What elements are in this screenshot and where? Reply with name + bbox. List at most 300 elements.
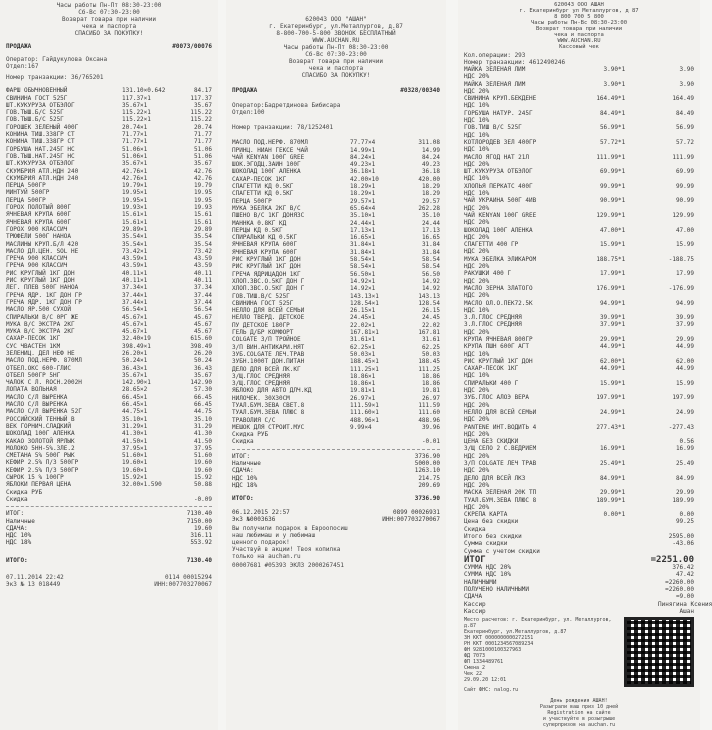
line-item-qty [618, 102, 658, 109]
line-item-qty: *1 [618, 299, 626, 307]
line-item-sum: 25.49 [675, 460, 694, 468]
line-item-price: 99.99 [599, 182, 618, 190]
line-item [6, 459, 212, 466]
line-item-qty: 45.67×1 [122, 328, 148, 336]
receipt-right-footer: День рождения АШАН! Разыграли ваш приз 10 дней Registration на сайте и участвуйте в розыгрыше суперпризов на auchan.ru [539, 698, 619, 729]
line-item-price [584, 234, 618, 241]
line-item-qty [618, 431, 658, 438]
line-item-name: НДС 20% [464, 481, 490, 489]
line-item-qty: 142.90×1 [122, 379, 151, 387]
line-item-sum: 29.89 [193, 225, 212, 233]
line-item-qty: 131.10×0.642 [122, 87, 166, 95]
line-item-qty: 62.25×1 [350, 343, 376, 351]
line-item-name: НЕЛЛО ДЛЯ ВСЕЙ СЕМЬИ [232, 307, 305, 315]
line-item-price: 15.99 [599, 241, 618, 249]
line-item-qty: *1 [618, 109, 626, 117]
line-item [464, 489, 694, 496]
line-item-qty: *1 [618, 511, 626, 519]
line-item-name: СМЕТАНА 5% 500Г РЫК [6, 452, 75, 460]
line-item [464, 608, 694, 615]
line-item-qty: *1 [618, 335, 626, 343]
qr-code [624, 617, 694, 687]
line-item [6, 496, 212, 503]
line-item-name: МИНТУЙ 500ГР [6, 189, 50, 197]
line-item [6, 277, 212, 284]
line-item-name: ШОКОЛАД 100Г АЛЕНКА [6, 430, 75, 438]
receipt-left-header: Часы работы Пн-Пт 08:30-23:00 Сб-Вс 07:30-23:00 Возврат товара при наличии чека и паспорта СПАСИБО ЗА ПОКУПКУ! [56, 2, 162, 37]
line-item-qty: 43.59×1 [122, 262, 148, 270]
line-item-price: 0.00 [603, 511, 618, 519]
line-item-name: НДС 20% [464, 73, 490, 81]
line-item-name: МАСЛО С/Л ВЫРЕНКА [6, 393, 68, 401]
line-item-qty [618, 416, 658, 423]
line-item-name: НДС 20% [464, 467, 490, 475]
line-item-sum [658, 292, 694, 299]
receipt-middle-items [232, 139, 440, 445]
line-item-sum: Ашан [679, 607, 694, 615]
line-item-qty [618, 263, 658, 270]
line-item-qty: *1 [618, 408, 626, 416]
line-item-sum: 311.08 [418, 139, 440, 147]
line-item [6, 168, 212, 175]
line-item-name: ШТ.КУКУРУЗА ОТБЭЛОГ [6, 160, 75, 168]
line-item-price: 164.49 [596, 95, 618, 103]
line-item-name: МАСЛО С/Л ВЫРЕНКА 52Г [6, 408, 82, 416]
line-item-name: НДС 20% [464, 233, 490, 241]
line-item-sum: 17.99 [675, 270, 694, 278]
line-item [464, 132, 694, 139]
line-item-name: ЗУБ.COLGATE ЛЕЧ.ТРАВ [232, 350, 305, 358]
line-item-sum: 62.25 [421, 343, 440, 351]
line-item-sum: 488.96 [418, 416, 440, 424]
line-item-sum: 35.67 [193, 371, 212, 379]
line-item [232, 300, 440, 307]
line-item-sum: 3.90 [679, 80, 694, 88]
line-item-sum: 31.84 [421, 248, 440, 256]
line-item-sum: 66.45 [193, 401, 212, 409]
line-item-qty [618, 533, 658, 540]
line-item-sum [658, 329, 694, 336]
line-item [6, 335, 212, 342]
line-item-qty: 66.45×1 [122, 393, 148, 401]
line-item [232, 307, 440, 314]
receipt-right-site: Сайт ФНС: nalog.ru [464, 687, 519, 694]
line-item-sum: 35.54 [193, 233, 212, 241]
line-item-sum: 128.54 [418, 299, 440, 307]
line-item-qty: 43.59×1 [122, 255, 148, 263]
line-item-name: ГРЕЧА ЯДР. 1КГ ДОН ГР [6, 291, 82, 299]
line-item-name: МАСЛО ПОД.НЕРФ. 870МЛ [6, 357, 82, 365]
line-item [464, 336, 694, 343]
line-item-sum: 15.92 [193, 474, 212, 482]
line-item-price: 15.99 [599, 379, 618, 387]
line-item [232, 322, 440, 329]
line-item-name: МАННКА 0.8КГ КД [232, 219, 287, 227]
line-item [232, 234, 440, 241]
line-item-qty: 32.40×19 [122, 335, 151, 343]
line-item-name: ПШЕНО В/С 1КГ ДОНЯЗС [232, 212, 305, 220]
line-item-sum: 615.60 [190, 335, 212, 343]
line-item-price: 90.99 [599, 197, 618, 205]
line-item-sum: 35.67 [193, 101, 212, 109]
line-item [6, 379, 212, 386]
line-item-price [584, 146, 618, 153]
line-item-price: 29.99 [599, 489, 618, 497]
line-item-name: КЕФИР 2.5% П/3 500ГР [6, 466, 79, 474]
line-item-price [584, 431, 618, 438]
line-item-qty: 50.03×1 [350, 350, 376, 358]
line-item-qty: *1 [618, 226, 626, 234]
line-item-name: ШОКОЛАД 100Г АЛЕНКА [464, 226, 533, 234]
receipt-left [0, 0, 218, 730]
line-item-name: МАСЛО С/Л ВЫРЕНКА [6, 401, 68, 409]
line-item [464, 263, 694, 270]
line-item-sum: 84.17 [193, 87, 212, 95]
line-item-sum: 51.06 [193, 152, 212, 160]
line-item-qty: 37.44×1 [122, 298, 148, 306]
line-item [6, 321, 212, 328]
line-item-qty: 44.75×1 [122, 408, 148, 416]
receipt-left-change: 19.60 [193, 524, 212, 532]
receipt-middle-footer: 00007681 #05393 ЭКЛЗ 2000267451 [232, 562, 344, 570]
line-item-price [584, 73, 618, 80]
line-item-qty: 66.45×1 [122, 401, 148, 409]
line-item-price: 56.99 [599, 124, 618, 132]
line-item-sum [658, 175, 694, 182]
line-item [6, 153, 212, 160]
line-item-qty: 77.77×4 [350, 139, 376, 147]
line-item-sum: 56.99 [675, 124, 694, 132]
receipt-middle-itogo-label: ИТОГО: [232, 495, 254, 503]
line-item-sum: 376.42 [672, 564, 694, 572]
line-item-qty: 31.61×1 [350, 336, 376, 344]
line-item-sum: 47.00 [675, 226, 694, 234]
line-item [464, 475, 694, 482]
receipt-middle-kkm: 0899 00026931 [393, 508, 440, 516]
line-item-sum: 56.54 [193, 306, 212, 314]
line-item-price: 84.49 [599, 109, 618, 117]
line-item-name: ТУАЛ.БУМ.ЗЕВА СВЕТ.8 [232, 401, 305, 409]
line-item-name: МАСЛО ЗЕРНА ЗЛАТОГО [464, 284, 533, 292]
receipt-middle-total-label: ИТОГ: [232, 452, 251, 460]
line-item-qty: 35.10×1 [122, 415, 148, 423]
receipt-middle-dept: Отдел:100 [232, 109, 265, 117]
line-item-name: ПЕРЦА 500ГР [6, 182, 46, 190]
line-item-name: ТРАВОЛИЯ С/С [232, 416, 276, 424]
line-item-qty: *1 [618, 138, 626, 146]
line-item-sum [658, 431, 694, 438]
line-item-qty: 15.61×1 [122, 211, 148, 219]
line-item-sum: 51.60 [193, 452, 212, 460]
receipt-right-kassa-op: Кол.операции: 293 [464, 52, 526, 59]
line-item-qty: 19.95×1 [122, 189, 148, 197]
receipt-middle-date: 06.12.2015 22:57 [232, 508, 290, 516]
line-item-sum: -188.75 [668, 255, 694, 263]
line-item [232, 395, 440, 402]
line-item [6, 241, 212, 248]
line-item-sum: 66.45 [193, 393, 212, 401]
line-item-name: ЦЕНА БЕЗ СКИДКИ [464, 438, 519, 446]
line-item [464, 227, 694, 234]
line-item [464, 212, 694, 219]
line-item-name: Скидка РУБ [232, 431, 269, 439]
line-item-qty: 488.96×1 [350, 416, 379, 424]
line-item-sum [658, 402, 694, 409]
line-item-sum [658, 102, 694, 109]
line-item-sum: 22.02 [421, 321, 440, 329]
line-item [232, 438, 440, 445]
line-item [464, 117, 694, 124]
line-item-qty: 29.89×1 [122, 225, 148, 233]
line-item [232, 241, 440, 248]
line-item [6, 262, 212, 269]
line-item-sum: 35.54 [193, 240, 212, 248]
line-item-price [584, 263, 618, 270]
line-item [6, 394, 212, 401]
line-item-price: 37.99 [599, 321, 618, 329]
line-item-sum: 35.67 [193, 160, 212, 168]
line-item-name: НДС 20% [464, 87, 490, 95]
receipt-right-txn: Номер транзакции: 4612490246 [464, 59, 566, 66]
line-item-name: ХЛОП.ЗВС.О.5КГ ДОН Г [232, 277, 305, 285]
line-item-sum: 39.96 [421, 423, 440, 431]
line-item-qty [618, 608, 658, 615]
line-item-qty [618, 307, 658, 314]
line-item-qty: 56.50×1 [350, 270, 376, 278]
line-item-name: ЯЧНЕВАЯ КРУПА 600Г [6, 218, 72, 226]
line-item-qty [618, 161, 658, 168]
line-item [464, 292, 694, 299]
line-item-name: МЕШОК ДЛЯ СТРОИТ.МУС [232, 423, 305, 431]
line-item-name: СВИНИНА ГОСТ 525Г [232, 299, 294, 307]
line-item-price [584, 387, 618, 394]
line-item-sum [658, 482, 694, 489]
line-item-qty [618, 146, 658, 153]
line-item-sum: 18.86 [421, 380, 440, 388]
line-item-sum: 15.61 [193, 218, 212, 226]
line-item-sum: 26.15 [421, 307, 440, 315]
line-item [464, 445, 694, 452]
line-item-qty: 398.49×1 [122, 342, 151, 350]
line-item-sum: 69.99 [675, 168, 694, 176]
line-item-name: МАЙКА ЗЕЛЕНАЯ ЛИМ [464, 66, 526, 73]
line-item-qty [618, 278, 658, 285]
line-item-qty [618, 402, 658, 409]
line-item-price [584, 329, 618, 336]
line-item-name: НДС 10% [464, 131, 490, 139]
line-item-qty: 31.84×1 [350, 241, 376, 249]
line-item-qty: 45.67×1 [122, 320, 148, 328]
line-item-name: З.Л.ГЛОС СРЕДНЯЯ [464, 314, 522, 322]
line-item [6, 95, 212, 102]
line-item-price [584, 278, 618, 285]
line-item [6, 102, 212, 109]
line-item [232, 198, 440, 205]
line-item-name: МАСЛО ДЛ.ЦЕН. SOL НЕ [6, 247, 79, 255]
line-item-qty: *1 [618, 66, 626, 73]
line-item-sum: Пинягина Ксения [658, 600, 712, 608]
line-item-qty [618, 526, 658, 533]
line-item [464, 593, 694, 600]
line-item-sum [658, 132, 694, 139]
line-item-sum: 39.99 [675, 314, 694, 322]
line-item-qty [618, 438, 658, 445]
line-item-name: ГРЕЧА 900 КЛАССИЧ [6, 262, 68, 270]
line-item-sum: 36.43 [193, 364, 212, 372]
line-item-qty [618, 564, 658, 571]
line-item-qty: 19.79×1 [122, 182, 148, 190]
line-item-qty: 111.25×1 [350, 365, 379, 373]
line-item-name: НДС 20% [464, 328, 490, 336]
line-item-price [584, 402, 618, 409]
line-item-name: РОССИЙСКИЙ ТЕННЫЙ В [6, 415, 75, 423]
line-item-name: ЛЕГ. ПЛЕВ 500Г НАНОА [6, 284, 79, 292]
line-item-qty: 37.34×1 [122, 284, 148, 292]
receipt-left-nds18-label: НДС 18% [6, 539, 32, 547]
line-item-sum: 111.60 [418, 409, 440, 417]
line-item [6, 306, 212, 313]
line-item-sum: 45.67 [193, 320, 212, 328]
line-item-sum [404, 431, 440, 438]
line-item-name: Кассир [464, 600, 486, 608]
line-item-name: НДС 20% [464, 277, 490, 285]
line-item [464, 73, 694, 80]
receipt-middle-cash-label: Наличные [232, 460, 261, 468]
line-item-qty: 35.67×1 [122, 371, 148, 379]
line-item-name: МАСЛО ЯГОД НАТ 21Л [464, 153, 530, 161]
line-item-sum [658, 548, 694, 555]
line-item-name: ДЕЛО ДЛЯ ВСЕЙ ЛК.КГ [232, 365, 301, 373]
line-item [464, 329, 694, 336]
line-item-sum: 57.72 [675, 138, 694, 146]
line-item-sum [658, 416, 694, 423]
line-item-name: ШТ.КУКУРУЗА ОТБЭЛОГ [6, 101, 75, 109]
line-item-name: ЧАЛОК С Л. ROCH.2002Н [6, 379, 82, 387]
line-item [464, 387, 694, 394]
line-item [232, 263, 440, 270]
line-item-name: З/Щ СЕЛО 2 С.ВЕДРИЕМ [464, 445, 537, 453]
line-item-sum: 50.24 [193, 357, 212, 365]
line-item-name: СДАЧА [464, 593, 483, 601]
line-item-qty: *1 [618, 80, 626, 88]
line-item-qty: 56.54×1 [122, 306, 148, 314]
line-item [232, 176, 440, 183]
line-item-price: 197.99 [596, 394, 618, 402]
line-item [6, 146, 212, 153]
line-item-sum [658, 504, 694, 511]
line-item [464, 66, 694, 73]
line-item-sum: 37.99 [675, 321, 694, 329]
line-item-name: ГРЕЧА ЯДРИЦАДОН 1КГ [232, 270, 301, 278]
line-item [232, 190, 440, 197]
line-item [464, 300, 694, 307]
line-item-qty: 15.92×1 [122, 474, 148, 482]
line-item-price: 111.99 [596, 153, 618, 161]
line-item [232, 220, 440, 227]
line-item-name: ГОВ.ТЫШ.НАТ.245Г НС [6, 152, 75, 160]
line-item-sum: 15.99 [675, 379, 694, 387]
line-item-sum: 31.61 [421, 336, 440, 344]
line-item-price: 277.43 [596, 423, 618, 431]
line-item-qty: 36.43×1 [122, 364, 148, 372]
line-item-qty: 16.65×1 [350, 234, 376, 242]
line-item-name: НДС 20% [464, 160, 490, 168]
line-item-sum [176, 489, 212, 496]
line-item-qty: 36.18×1 [350, 168, 376, 176]
line-item-qty [618, 205, 658, 212]
line-item [464, 424, 694, 431]
line-item-sum: 19.60 [193, 459, 212, 467]
line-item-qty [618, 175, 658, 182]
line-item-name: ЯЧНЕВАЯ КРУПА 600Г [232, 241, 298, 249]
line-item-sum: 29.57 [421, 197, 440, 205]
line-item [232, 351, 440, 358]
line-item-qty [618, 372, 658, 379]
line-item-price: 94.99 [599, 299, 618, 307]
line-item [232, 256, 440, 263]
line-item-name: РИС КРУГЛЫЙ 1КГ ДОН [464, 357, 533, 365]
line-item [464, 482, 694, 489]
line-item-name: ТРЮФЕЛИ 500Г НАНОА [6, 233, 72, 241]
line-item [6, 481, 212, 488]
line-item [232, 387, 440, 394]
line-item-name: ГЕЛЬ Д/БР КОМФОРТ [232, 329, 294, 337]
line-item-name: Скидка [232, 438, 254, 446]
line-item-price: 3.90 [603, 66, 618, 73]
line-item-price [584, 518, 618, 525]
line-item-price [584, 504, 618, 511]
line-item-name: НДС 10% [464, 102, 490, 110]
line-item-sum [658, 453, 694, 460]
line-item-name: МАСЛО ЯР.500 СУХОЙ [6, 306, 72, 314]
line-item-name: ЧАЙ УКРАИНА 500Г 4ИВ [464, 197, 537, 205]
line-item-qty: 35.67×1 [122, 160, 148, 168]
line-item-name: ШОК.ЭГОДЦ.ЗАИН 100Г [232, 161, 301, 169]
line-item-qty: *1 [618, 255, 626, 263]
line-item-name: ПЕРЦА 500ГР [6, 196, 46, 204]
line-item [232, 336, 440, 343]
line-item-name: НДС 20% [464, 387, 490, 395]
line-item-qty: *1 [618, 474, 626, 482]
line-item [232, 205, 440, 212]
line-item-sum: 44.99 [675, 343, 694, 351]
line-item-sum: 24.45 [421, 314, 440, 322]
line-item-qty: 9.99×4 [350, 423, 372, 431]
receipt-right [458, 0, 712, 730]
line-item-sum [658, 219, 694, 226]
line-item [232, 285, 440, 292]
line-item-sum: 115.22 [190, 109, 212, 117]
line-item-qty [618, 292, 658, 299]
receipt-right-address: Место расчетов: г. Екатеринбург, ул. Металлургов, д.87 Екатеринбург, ул.Металлургов, д.87 [464, 617, 612, 636]
line-item-price: 189.99 [596, 496, 618, 504]
line-item-price [584, 205, 618, 212]
line-item [6, 116, 212, 123]
receipt-right-header: 620043 ООО АШАН г. Екатеринбург ул Металлургов, д 87 8 800 700 5 800 Часы работы Пн-Вс 08:30-23:00 Возврат товара при наличии чека и паспорта WWW.AUCHAN.RU Кассовый чек [519, 2, 639, 50]
line-item-name: СУММА НДС 20% [464, 564, 511, 572]
line-item-price [584, 548, 618, 555]
line-item [464, 548, 694, 555]
line-item-qty: 117.37×1 [122, 94, 151, 102]
line-item-sum: 26.20 [193, 349, 212, 357]
receipt-left-change-label: СДАЧА: [6, 524, 28, 532]
line-item-sum: 19.95 [193, 189, 212, 197]
line-item-qty: 40.11×1 [122, 269, 148, 277]
line-item-sum: 84.24 [421, 153, 440, 161]
line-item-name: З/П COLGATE ЛЕЧ ТРАВ [464, 460, 537, 468]
line-item-qty: 58.54×1 [350, 256, 376, 264]
line-item-sum: 14.92 [421, 277, 440, 285]
